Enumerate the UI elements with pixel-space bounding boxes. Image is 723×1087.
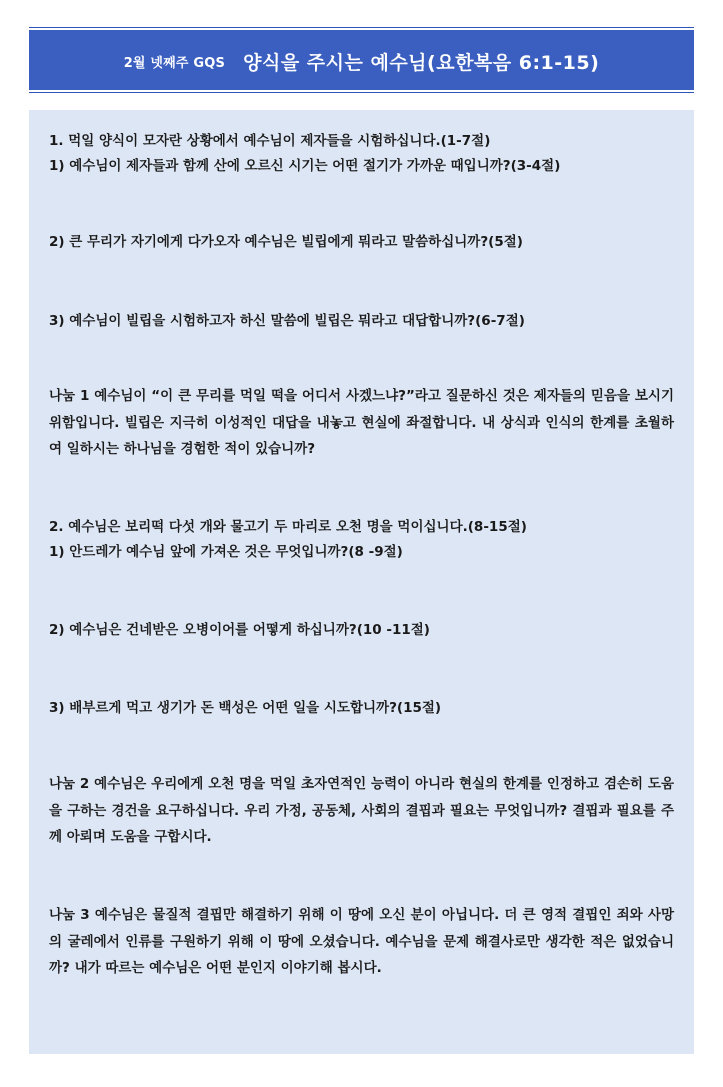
week-label: 2월 넷째주 GQS: [123, 55, 226, 71]
header-top-rule: [29, 27, 694, 28]
section-2-question-1: 1) 안드레가 예수님 앞에 가져온 것은 무엇입니까?(8 -9절): [49, 544, 403, 560]
share-1-paragraph: 나눔 1 예수님이 “이 큰 무리를 먹일 떡을 어디서 사겠느냐?”라고 질문하신 것은 제자들의 믿음을 보시기 위함입니다. 빌립은 지극히 이성적인 대답을 내놓고 현실에 좌절합니다. 내 상식과 인식의 한계를 초월하여 일하시는 하나님을 경험한 적이 있습니까?: [49, 388, 674, 457]
section-2-heading: 2. 예수님은 보리떡 다섯 개와 물고기 두 마리로 오천 명을 먹이십니다.(8-15절): [49, 519, 527, 535]
section-1-question-3: 3) 예수님이 빌립을 시험하고자 하신 말씀에 빌립은 뭐라고 대답합니까?(6-7절): [49, 313, 525, 329]
worksheet-body: [29, 110, 694, 1054]
share-2-paragraph: 나눔 2 예수님은 우리에게 오천 명을 먹일 초자연적인 능력이 아니라 현실의 한계를 인정하고 겸손히 도움을 구하는 경건을 요구하십니다. 우리 가정, 공동체, 사회의 결핍과 필요는 무엇입니까? 결핍과 필요를 주께 아뢰며 도움을 구합시다.: [49, 776, 674, 845]
section-2-question-3: 3) 배부르게 먹고 생기가 돈 백성은 어떤 일을 시도합니까?(15절): [49, 700, 442, 716]
page-title: 양식을 주시는 예수님(요한복음 6:1-15): [243, 51, 600, 74]
section-1-question-2: 2) 큰 무리가 자기에게 다가오자 예수님은 빌립에게 뭐라고 말씀하십니까?(5절): [49, 234, 523, 250]
section-1-question-1: 1) 예수님이 제자들과 함께 산에 오르신 시기는 어떤 절기가 가까운 때입니까?(3-4절): [49, 158, 561, 174]
section-2-question-2: 2) 예수님은 건네받은 오병이어를 어떻게 하십니까?(10 -11절): [49, 622, 430, 638]
title-banner: [29, 30, 694, 90]
header-bottom-rule: [29, 92, 694, 93]
share-3-paragraph: 나눔 3 예수님은 물질적 결핍만 해결하기 위해 이 땅에 오신 분이 아닙니다. 더 큰 영적 결핍인 죄와 사망의 굴레에서 인류를 구원하기 위해 이 땅에 오셨습니다. 예수님을 문제 해결사로만 생각한 적은 없었습니까? 내가 따르는 예수님은 어떤 분인지 이야기해 봅시다.: [49, 907, 674, 976]
section-1-heading: 1. 먹일 양식이 모자란 상황에서 예수님이 제자들을 시험하십니다.(1-7절): [49, 133, 491, 149]
